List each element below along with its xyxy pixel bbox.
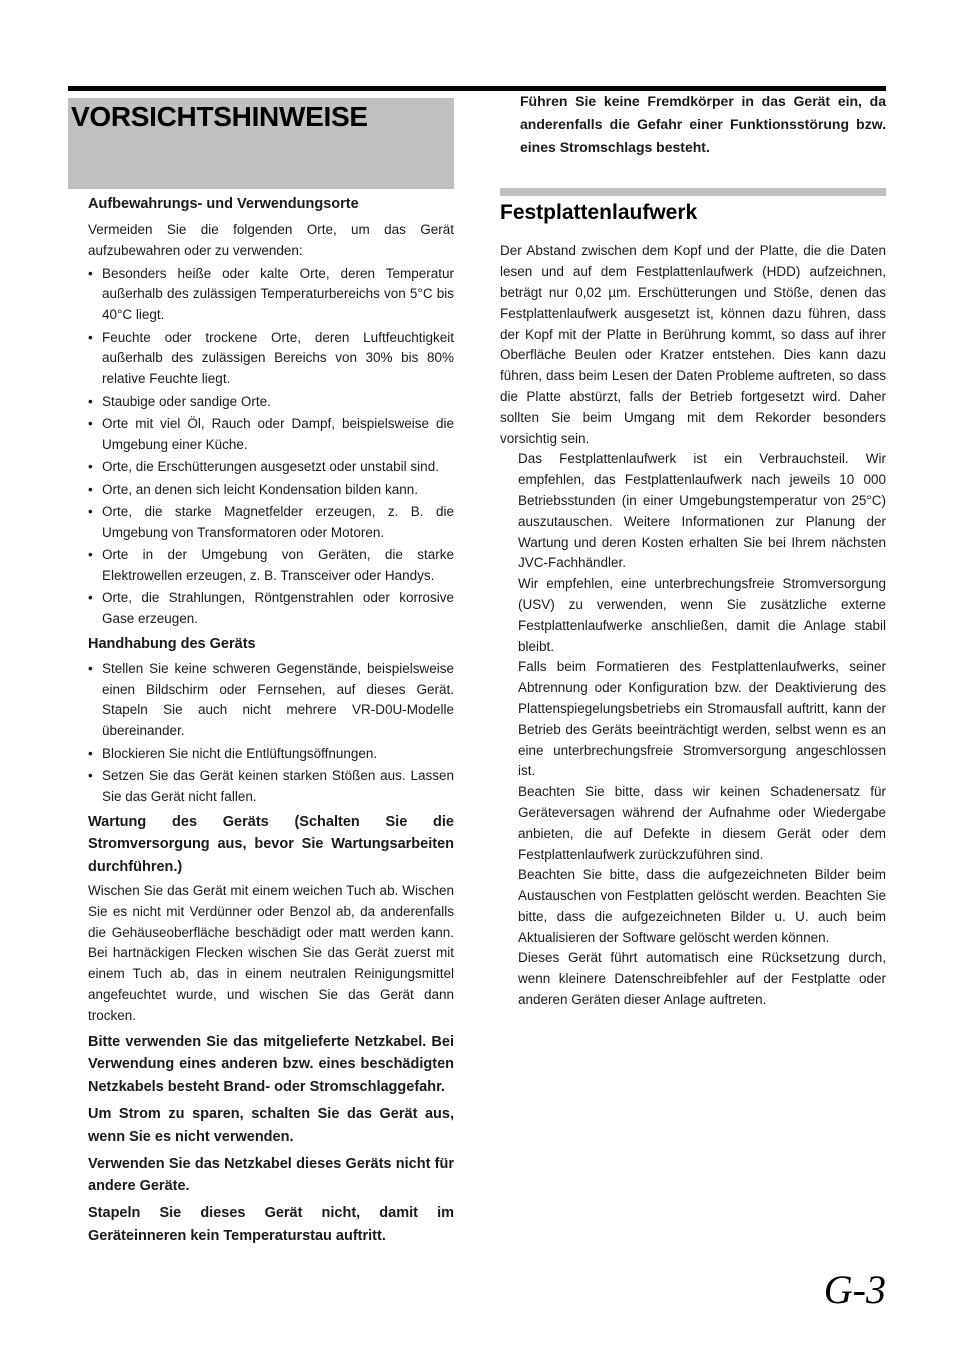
- left-column: [88, 194, 454, 1248]
- power-saving-notice: Um Strom zu sparen, schalten Sie das Gerät aus, wenn Sie es nicht verwenden.: [88, 1106, 454, 1145]
- hdd-paragraph: Das Festplattenlaufwerk ist ein Verbrauchsteil. Wir empfehlen, das Festplattenlaufwerk nach jeweils 10 000 Betriebsstunden (in einer Umgebungstemperatur von 25°C) auszutauschen. Weitere Informationen zur Planung der Wartung und deren Kosten erhalten Sie bei Ihrem nächsten JVC-Fachhändler.: [518, 451, 886, 571]
- list-item: • Orte mit viel Öl, Rauch oder Dampf, beispielsweise die Umgebung einer Küche.: [88, 414, 454, 456]
- hdd-section-title: Festplattenlaufwerk: [500, 201, 698, 225]
- maintenance-text: Wischen Sie das Gerät mit einem weichen Tuch ab. Wischen Sie es nicht mit Verdünner oder Benzol ab, da anderenfalls die Gehäuseoberfläche beschädigt oder matt werden kann. Bei hartnäckigen Flecken wischen Sie das Gerät zuerst mit einem Tuch ab, das in einem neutralen Reinigungsmittel angefeuchtet wurde, und wischen Sie das Gerät dann trocken.: [88, 883, 454, 1023]
- list-item: • Orte, an denen sich leicht Kondensation bilden kann.: [88, 480, 454, 501]
- maintenance-heading: Wartung des Geräts (Schalten Sie die Stromversorgung aus, bevor Sie Wartungsarbeiten durchführen.): [88, 813, 454, 876]
- hdd-paragraph: Beachten Sie bitte, dass wir keinen Schadenersatz für Geräteversagen während der Aufnahme oder Wiedergabe anbieten, die auf Defekte in diesem Gerät oder dem Festplattenlaufwerk zurückzuführen sind.: [518, 784, 886, 862]
- power-cable-notice: Bitte verwenden Sie das mitgelieferte Netzkabel. Bei Verwendung eines anderen bzw. eines beschädigten Netzkabels besteht Brand- oder Stromschlaggefahr.: [88, 1033, 454, 1096]
- list-item: • Feuchte oder trockene Orte, deren Luftfeuchtigkeit außerhalb des zulässigen Bereichs von 30% bis 80% relative Feuchte liegt.: [88, 328, 454, 390]
- list-item: • Blockieren Sie nicht die Entlüftungsöffnungen.: [88, 744, 454, 765]
- foreign-object-warning: Führen Sie keine Fremdkörper in das Gerät ein, da anderenfalls die Gefahr einer Funktionsstörung bzw. eines Stromschlags besteht.: [520, 93, 886, 155]
- list-item: • Orte, die Erschütterungen ausgesetzt oder unstabil sind.: [88, 457, 454, 478]
- hdd-paragraph: Dieses Gerät führt automatisch eine Rücksetzung durch, wenn kleinere Datenschreibfehler auf der Festplatte oder anderen Geräten dieser Anlage auftreten.: [518, 950, 886, 1008]
- list-item: • Setzen Sie das Gerät keinen starken Stößen aus. Lassen Sie das Gerät nicht fallen.: [88, 766, 454, 808]
- handling-list: [88, 659, 454, 808]
- hdd-paragraph: Beachten Sie bitte, dass die aufgezeichneten Bilder beim Austauschen von Festplatten gelöscht werden. Beachten Sie bitte, dass die aufgezeichneten Bilder u. U. auch beim Aktualisieren der Software gelöscht werden können.: [518, 867, 886, 945]
- storage-intro: Vermeiden Sie die folgenden Orte, um das Gerät aufzubewahren oder zu verwenden:: [88, 222, 454, 258]
- handling-heading: Handhabung des Geräts: [88, 635, 256, 652]
- list-item: • Orte, die starke Magnetfelder erzeugen, z. B. die Umgebung von Transformatoren oder Motoren.: [88, 502, 454, 544]
- hdd-intro: Der Abstand zwischen dem Kopf und der Platte, die die Daten lesen und auf dem Festplattenlaufwerk (HDD) aufzeichnen, beträgt nur 0,02 µm. Erschütterungen und Stöße, denen das Festplattenlaufwerk ausgesetzt ist, können dazu führen, dass der Kopf mit der Platte in Berührung kommt, so dass auf ihrer Oberfläche Beulen oder Kratzer entstehen. Dies kann dazu führen, dass beim Lesen der Daten Probleme auftreten, so dass die Platte abstürzt, falls der Betrieb fortgesetzt wird. Daher sollten Sie beim Umgang mit dem Rekorder besonders vorsichtig sein.: [500, 243, 886, 446]
- list-item: • Orte in der Umgebung von Geräten, die starke Elektrowellen erzeugen, z. B. Transceiver oder Handys.: [88, 545, 454, 587]
- title-banner: [68, 98, 454, 189]
- page-number: G-3: [823, 1267, 886, 1312]
- stacking-notice: Stapeln Sie dieses Gerät nicht, damit im Geräteinneren kein Temperaturstau auftritt.: [88, 1205, 454, 1244]
- list-item: • Orte, die Strahlungen, Röntgenstrahlen oder korrosive Gase erzeugen.: [88, 588, 454, 630]
- page-title: VORSICHTSHINWEISE: [71, 101, 368, 132]
- cable-usage-notice: Verwenden Sie das Netzkabel dieses Geräts nicht für andere Geräte.: [88, 1155, 454, 1195]
- list-item: • Stellen Sie keine schweren Gegenstände, beispielsweise einen Bildschirm oder Fernsehen, auf dieses Gerät. Stapeln Sie auch nicht mehrere VR-D0U-Modelle übereinander.: [88, 659, 454, 742]
- hdd-paragraph: Falls beim Formatieren des Festplattenlaufwerks, seiner Abtrennung oder Konfiguration bzw. der Deaktivierung des Plattenspiegelungsbetriebs ein Stromausfall auftritt, kann der Betrieb des Geräts beeinträchtigt werden, selbst wenn es an eine unterbrechungsfreie Stromversorgung angeschlossen ist.: [518, 659, 886, 779]
- hdd-paragraph: Wir empfehlen, eine unterbrechungsfreie Stromversorgung (USV) zu verwenden, wenn Sie zusätzliche externe Festplattenlaufwerke anschließen, damit die Anlage stabil bleibt.: [518, 576, 886, 654]
- right-column: [500, 90, 886, 1011]
- list-item: • Besonders heiße oder kalte Orte, deren Temperatur außerhalb des zulässigen Temperaturbereichs von 5°C bis 40°C liegt.: [88, 264, 454, 326]
- storage-heading: Aufbewahrungs- und Verwendungsorte: [88, 196, 359, 212]
- section-bar: [500, 188, 886, 196]
- list-item: • Staubige oder sandige Orte.: [88, 392, 454, 413]
- storage-list: [88, 264, 454, 630]
